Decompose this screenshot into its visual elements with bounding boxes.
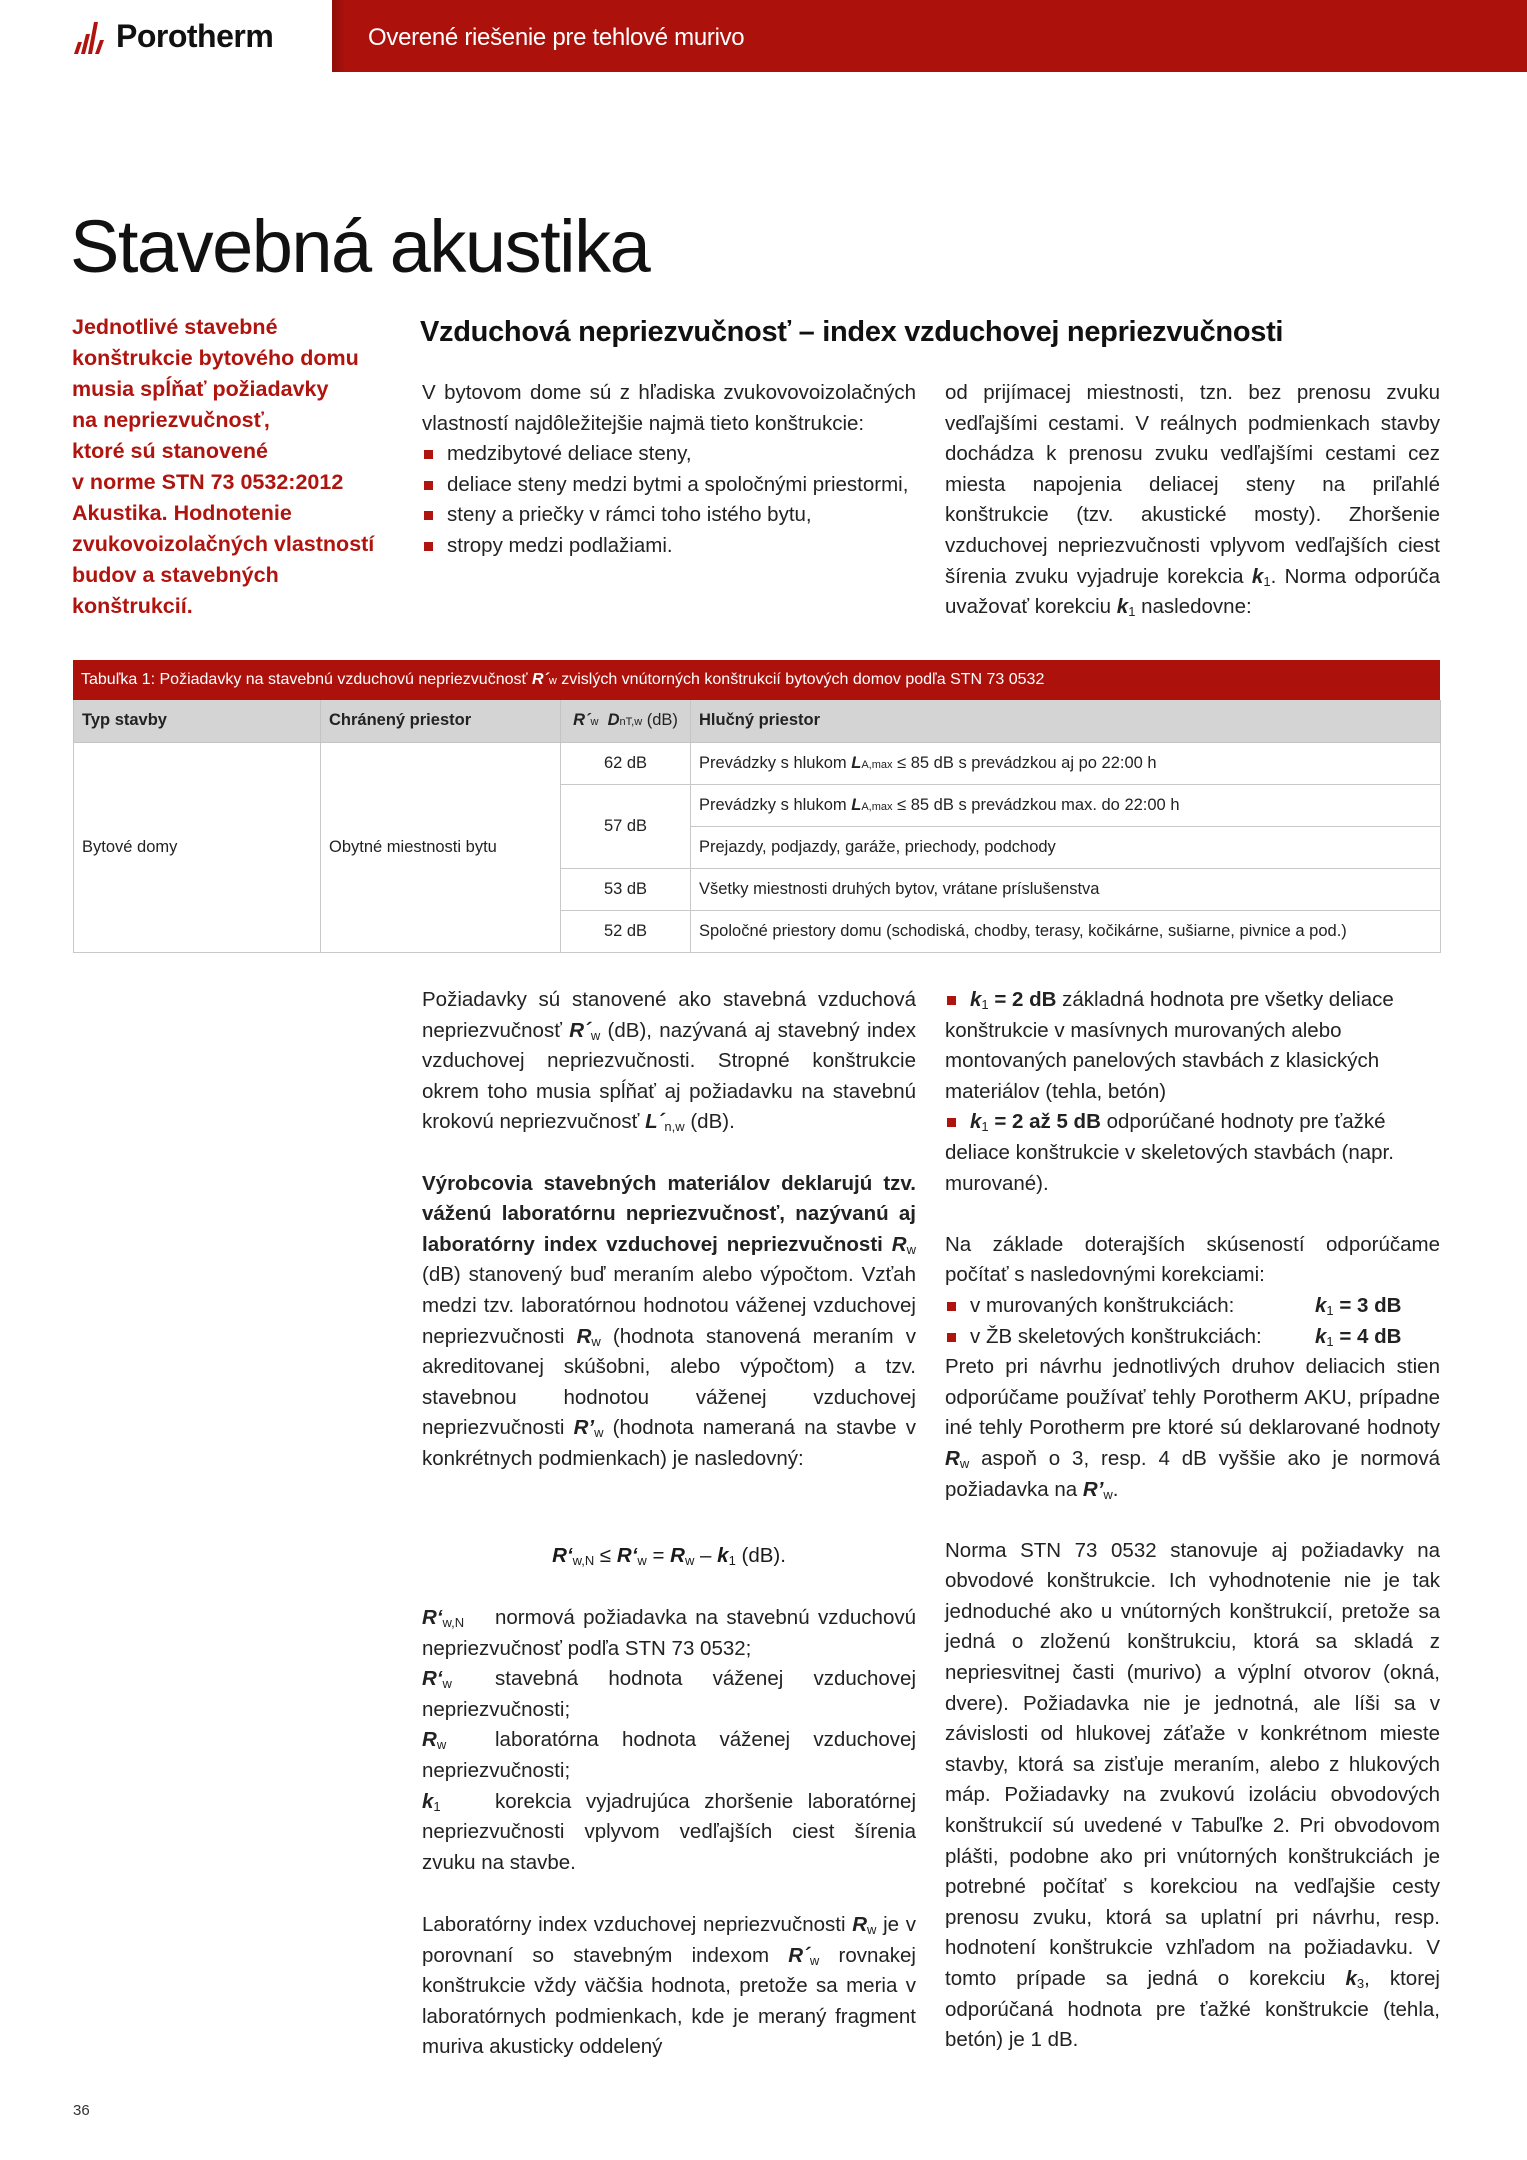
symbol-rw-prime: R´ [569,1018,591,1042]
symbol-k: k [1251,564,1264,588]
cell-building-type: Bytové domy [74,742,321,952]
facade-paragraph [945,1536,1440,2056]
correction-label: v murovaných konštrukciách: [970,1293,1235,1317]
table-header-row [74,700,1441,742]
page-header [0,0,1527,72]
symbol-k: k [970,988,982,1011]
header-tagline: Overené riešenie pre tehlové murivo [368,24,745,51]
text-run: (dB). [684,1110,735,1134]
page-number: 36 [73,2102,90,2119]
operator: ≤ [594,1544,617,1567]
cell-noisy-space: Prejazdy, podjazdy, garáže, priechody, podchody [691,826,1441,868]
intro-column-left [422,378,916,562]
header-band [332,0,1527,72]
subscript: w [684,1553,695,1568]
subscript: w [1103,1486,1113,1502]
symbol-dn: D [607,711,620,730]
symbol-l: L [851,795,862,814]
definition-item [422,1725,916,1786]
subscript: 1 [1326,1302,1334,1318]
subscript: 1 [1263,573,1271,589]
def-text: korekcia vyjadrujúca zhoršenie laboratórnej nepriezvučnosti vplyvom vedľajších ciest šírenia zvuku na stavbe. [422,1789,916,1874]
def-symbol: k [422,1789,434,1813]
brand-name: Porotherm [116,17,274,54]
text-run: , ktorej odporúčaná hodnota pre ťažké konštrukcie (tehla, betón) je 1 dB. [945,1967,1440,2052]
subscript: w [594,1425,604,1441]
def-text: stavebná hodnota váženej vzduchovej nepriezvučnosti; [422,1667,916,1721]
symbol-k: k [1315,1293,1327,1317]
symbol-k: k [1345,1967,1357,1990]
cell-value: 52 dB [561,910,691,952]
definition-item [422,1787,916,1879]
brand-logo [72,14,273,58]
subscript: w [590,716,599,729]
porotherm-logo-icon [72,16,112,56]
formula [422,1544,916,1568]
operator: = [646,1544,671,1567]
subscript: A,max [861,758,893,771]
cell-noisy-space: Spoločné priestory domu (schodiská, chodby, terasy, kočikárne, sušiarne, pivnice a pod.) [691,910,1441,952]
sidebar-line: Akustika. Hodnotenie [72,501,292,525]
text-run: . Norma odporúča uvažovať korekciu [945,564,1440,619]
text-run: odporúčané hodnoty pre ťažké deliace konštrukcie v skeletových stavbách (napr. murované). [945,1110,1394,1195]
text-run: ≤ 85 dB s prevádzkou aj po 22:00 h [892,753,1157,772]
formula-symbol: R‘ [552,1544,573,1567]
text-run: nasledovne: [1135,595,1252,619]
subscript: 1 [1128,604,1136,620]
subscript: w [906,1241,916,1257]
caption-text: zvislých vnútorných konštrukcií bytových domov podľa STN 73 0532 [556,671,1045,688]
definitions-list [422,1603,916,1878]
formula-symbol: k [717,1544,729,1567]
unit: (dB) [642,711,678,730]
data-table [73,700,1441,953]
text-run: Požiadavky sú stanovené ako stavebná vzduchová nepriezvučnosť [422,988,916,1042]
flanking-paragraph [945,378,1440,623]
subscript: 1 [981,1119,989,1135]
text-run: je v porovnaní so stavebným indexom [422,1913,916,1967]
symbol-rw: R [576,1324,592,1348]
sidebar-line: v norme STN 73 0532:2012 [72,470,344,494]
symbol-rw: R [945,1446,960,1470]
subscript: w,N [442,1615,465,1630]
lab-index-paragraph [422,1910,916,2063]
cell-noisy-space [691,784,1441,826]
col-header-noisy: Hlučný priestor [691,700,1441,742]
subscript: w [436,1737,447,1753]
formula-symbol: R [670,1544,685,1567]
symbol-rw: R´ [531,671,549,688]
sidebar-line: ktoré sú stanovené [72,439,268,463]
k-value: = 2 dB [988,988,1057,1011]
symbol-rw: R [852,1913,867,1936]
definition-item [422,1664,916,1725]
list-item: deliace steny medzi bytmi a spoločnými priestormi, [422,470,916,501]
def-symbol: R‘ [422,1667,443,1691]
col-header-value [561,700,691,742]
lab-index-paragraph-block [422,1910,916,2063]
def-symbol: R [422,1728,437,1752]
table-row [74,742,1441,784]
corrections-list [945,1291,1440,1352]
sidebar-line: musia spĺňať požiadavky [72,377,329,401]
sidebar-pullquote [72,312,402,622]
text-run: Norma STN 73 0532 stanovuje aj požiadavky na obvodové konštrukcie. Ich vyhodnotenie nie je tak jednoduché ako u vnútorných konštrukcií, pretože sa jedná o zloženú konštrukciu, ktorá sa skladá z nepriesvitnej časti (murivo) a výplní otvorov (okná, dvere). Požiadavka nie je jednotná, ale líši sa v závislosti od hlukovej záťaže v konkrétnom mieste stavby, ktorá sa zisťuje meraním, alebo z hlukových máp. Požiadavky na zvukovú izoláciu obvodových konštrukcií sú uvedené v Tabuľke 2. Pri obvodovom plášti, podobne ako pri vnútorných konštrukciách je potrebné počítať s korekciou na vedľajšie cesty prenosu zvuku, ktorá sa uplatní pri návrhu, resp. hodnotení konštrukcie vzhľadom na požiadavku. V tomto prípade sa jedná o korekciu [945,1538,1440,1990]
text-run: (dB). [735,1544,786,1567]
text-run: Laboratórny index vzduchovej nepriezvučnosti [422,1913,853,1936]
cell-value: 53 dB [561,868,691,910]
text-run: (hodnota stanovená meraním v akreditovanej skúšobni, alebo výpočtom) a tzv. stavebnou hodnotou váženej vzduchovej nepriezvučnosti [422,1324,916,1440]
subscript: nT,w [619,716,643,729]
symbol-l-prime: L´ [645,1110,665,1134]
corrections-paragraph: Na základe doterajších skúseností odporúčame počítať s nasledovnými korekciami: [945,1232,1440,1287]
symbol-k: k [1315,1324,1327,1348]
requirements-table [73,660,1440,953]
text-run: (dB), nazývaná aj stavebný index vzduchovej nepriezvučnosti. Stropné konštrukcie okrem toho musia spĺňať aj požiadavku na stavebnú krokovú nepriezvučnosť [422,1018,917,1134]
sidebar-line: na nepriezvučnosť, [72,408,270,432]
requirements-paragraph [422,985,916,1138]
list-item [945,1322,1440,1353]
sidebar-line: konštrukcie bytového domu [72,346,359,370]
definition-item [422,1603,916,1664]
subscript: 3 [1356,1976,1365,1991]
k-value: = 4 dB [1333,1324,1402,1348]
section-heading: Vzduchová nepriezvučnosť – index vzduchovej nepriezvučnosti [420,316,1284,348]
bold-text: Výrobcovia stavebných materiálov deklarujú tzv. váženú laboratórnu nepriezvučnosť, nazývanú aj laboratórny index vzduchovej nepriezvučnosti [422,1171,916,1256]
def-text: laboratórna hodnota váženej vzduchovej nepriezvučnosti; [422,1728,916,1782]
symbol-l: L [851,753,862,772]
text-run: . [1112,1477,1119,1501]
symbol-rw-prime: R’ [1082,1477,1104,1501]
cell-value: 57 dB [561,784,691,868]
def-text: normová požiadavka na stavebnú vzduchovú nepriezvučnosť podľa STN 73 0532; [422,1606,916,1660]
subscript: 1 [1326,1333,1334,1349]
subscript: w [867,1922,877,1937]
construction-list [422,439,916,561]
list-item: steny a priečky v rámci toho istého bytu, [422,500,916,531]
text-run: aspoň o 3, resp. 4 dB vyššie ako je normová požiadavka na [945,1446,1440,1501]
cell-noisy-space: Všetky miestnosti druhých bytov, vrátane príslušenstva [691,868,1441,910]
text-run: od prijímacej miestnosti, tzn. bez prenosu zvuku vedľajšími cestami. V reálnych podmienkach stavby dochádza k prenosu zvuku vedľajšími cestami cez miesta napojenia deliacej steny na priľahlé konštrukcie (tzv. akustické mosty). Zhoršenie vzduchovej nepriezvučnosti vplyvom vedľajších ciest šírenia zvuku vyjadruje korekcia [945,381,1440,588]
symbol-k: k [970,1110,982,1134]
subscript: w [959,1455,970,1471]
symbol-rw-prime: R´ [788,1943,810,1967]
k-value: = 3 dB [1333,1293,1402,1317]
subscript: A,max [861,800,893,813]
text-run: rovnakej konštrukcie vždy väčšia hodnota, pretože sa meria v laboratórnych podmienkach, kde je meraný fragment muriva akusticky oddelený [422,1943,916,2059]
symbol-rw: R [891,1232,907,1256]
body-column-right [945,985,1440,2056]
text-run: (hodnota nameraná na stavbe v konkrétnych podmienkach) je nasledovný: [422,1416,916,1470]
subscript: w [548,675,557,687]
col-header-type: Typ stavby [74,700,321,742]
subscript: w [590,1027,601,1043]
sidebar-line: zvukovoizolačných vlastností [72,532,375,556]
def-symbol: R‘ [422,1606,443,1629]
correction-label: v ŽB skeletových konštrukciách: [970,1324,1262,1348]
caption-text: Tabuľka 1: Požiadavky na stavebnú vzduchovú nepriezvučnosť [81,671,532,688]
list-item: medzibytové deliace steny, [422,439,916,470]
table-caption [73,660,1440,700]
body-column-left [422,985,916,1475]
subscript: w [809,1952,820,1968]
subscript: w,N [572,1553,595,1568]
list-item [945,1107,1440,1199]
symbol-rw: R´ [573,711,591,730]
cell-protected-space: Obytné miestnosti bytu [321,742,561,952]
sidebar-line: budov a stavebných [72,563,279,587]
operator: – [694,1544,718,1567]
text-run: základná hodnota pre všetky deliace konštrukcie v masívnych murovaných alebo montovaných panelových stavbách z klasických materiálov (tehla, betón) [945,988,1394,1103]
list-item: stropy medzi podlažiami. [422,531,916,562]
formula-symbol: R‘ [616,1544,638,1567]
manufacturers-paragraph [422,1169,916,1475]
subscript: 1 [728,1553,736,1568]
subscript: n,w [664,1119,685,1135]
col-header-protected: Chránený priestor [321,700,561,742]
recommendation-paragraph [945,1352,1440,1505]
page-title: Stavebná akustika [70,205,650,288]
cell-noisy-space [691,742,1441,784]
subscript: w [637,1553,647,1568]
subscript: 1 [981,997,989,1012]
text-run: Prevádzky s hlukom [699,795,852,814]
subscript: w [591,1333,601,1349]
cell-value: 62 dB [561,742,691,784]
sidebar-line: Jednotlivé stavebné [72,315,278,339]
text-run: (dB) stanovený buď meraním alebo výpočtom. Vzťah medzi tzv. laboratórnou hodnotou váženej vzduchovej nepriezvučnosti [422,1263,916,1348]
intro-column-right [945,378,1440,623]
symbol-k: k [1116,595,1129,619]
text-run: Prevádzky s hlukom [699,753,852,772]
intro-paragraph: V bytovom dome sú z hľadiska zvukovovoizolačných vlastností najdôležitejšie najmä tieto konštrukcie: [422,381,916,435]
sidebar-line: konštrukcií. [72,594,193,618]
k-value: = 2 až 5 dB [988,1110,1101,1134]
subscript: w [442,1676,452,1692]
k1-list [945,985,1440,1199]
subscript: 1 [433,1798,441,1814]
list-item [945,985,1440,1107]
text-run: ≤ 85 dB s prevádzkou max. do 22:00 h [892,795,1180,814]
text-run: Preto pri návrhu jednotlivých druhov deliacich stien odporúčame používať tehly Porotherm AKU, prípadne iné tehly Porotherm pre ktoré sú deklarované hodnoty [945,1355,1440,1440]
list-item [945,1291,1440,1322]
symbol-rw-prime: R’ [573,1416,595,1440]
